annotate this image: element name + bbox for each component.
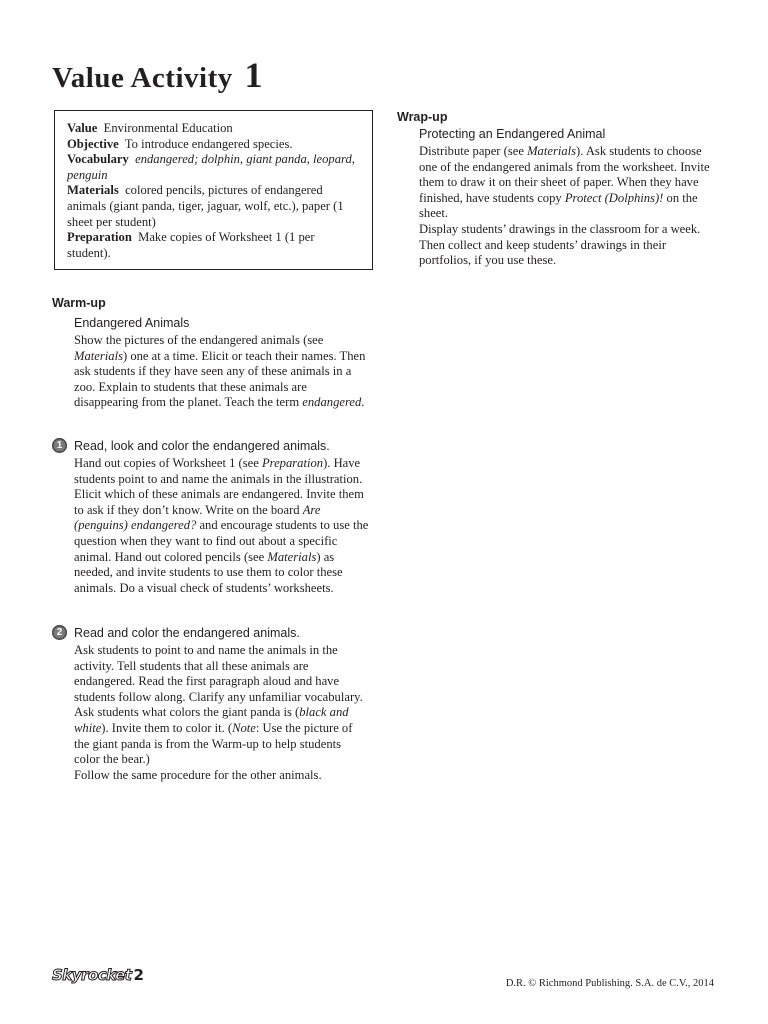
materials-text: colored pencils, pictures of endangered animals (giant panda, tiger, jaguar, wolf, etc.), paper (1 sheet per student) [67,183,344,229]
wrapup-body: Distribute paper (see Materials). Ask students to choose one of the endangered animals from the worksheet. Invite them to draw it on their sheet of paper. When they have finished, have students copy Protect (Dolphins)! on the sheet. Display students’ drawings in the classroom for a week. Then collect and keep students’ drawings in their portfolios, if you use these. [419,144,710,268]
value-label: Value [67,121,98,135]
step1-heading [52,438,370,453]
step1-section [52,438,370,596]
info-materials-row [67,183,360,230]
materials-label: Materials [67,183,119,198]
preparation-label: Preparation [67,230,132,245]
info-objective-row [67,137,360,153]
warmup-body: Show the pictures of the endangered animals (see Materials) one at a time. Elicit or teach their names. Then ask students if they have seen any of these animals in a zoo. Explain to students that these animals are disappearing from the planet. Teach the term endangered. [74,333,366,410]
title-number: 1 [244,55,263,95]
wrapup-subheading: Protecting an Endangered Animal [419,127,606,141]
wrapup-heading: Wrap-up [397,110,448,124]
step2-body: Ask students to point to and name the animals in the activity. Tell students that all these animals are endangered. Read the first paragraph aloud and have students follow along. Clarify any unfamiliar vocabulary. Ask students what colors the giant panda is (black and white). Invite them to color it. (Note: Use the picture of the giant panda is from the Warm-up to help students color the bear.) Follow the same procedure for the other animals. [74,643,363,782]
step1-number-badge: 1 [52,438,67,453]
step2-heading-text: Read and color the endangered animals. [74,625,300,640]
step2-number-badge: 2 [52,625,67,640]
preparation-text: Make copies of Worksheet 1 (1 per student). [67,230,315,260]
warmup-section [52,296,370,411]
info-vocabulary-row [67,152,360,183]
step2-section [52,625,370,783]
copyright-notice: D.R. © Richmond Publishing. S.A. de C.V., 2014 [505,978,714,989]
step1-heading-text: Read, look and color the endangered animals. [74,438,330,453]
warmup-subheading: Endangered Animals [74,316,190,330]
lesson-info-box [54,110,373,270]
vocabulary-text: endangered; dolphin, giant panda, leopard, penguin [67,152,355,182]
title-text: Value Activity [52,62,233,94]
value-text: Environmental Education [103,121,233,135]
info-value-row [67,121,360,137]
objective-label: Objective [67,136,119,151]
warmup-heading: Warm-up [52,296,106,310]
wrapup-section [397,110,715,269]
page-title [52,54,263,96]
step2-heading [52,625,370,640]
objective-text: To introduce endangered species. [124,136,293,151]
vocabulary-label: Vocabulary [67,152,129,167]
step1-body: Hand out copies of Worksheet 1 (see Preparation). Have students point to and name the animals in the illustration. Elicit which of these animals are endangered. Invite them to ask if they don’t know. Write on the board Are (penguins) endangered? and encourage students to use the question when they want to find out about a specific animal. Hand out colored pencils (see Materials) as needed, and invite students to use them to color these animals. Do a visual check of students’ worksheets. [74,456,369,595]
info-preparation-row [67,230,360,261]
skyrocket-logo: Skyrocket 2 [52,966,144,984]
